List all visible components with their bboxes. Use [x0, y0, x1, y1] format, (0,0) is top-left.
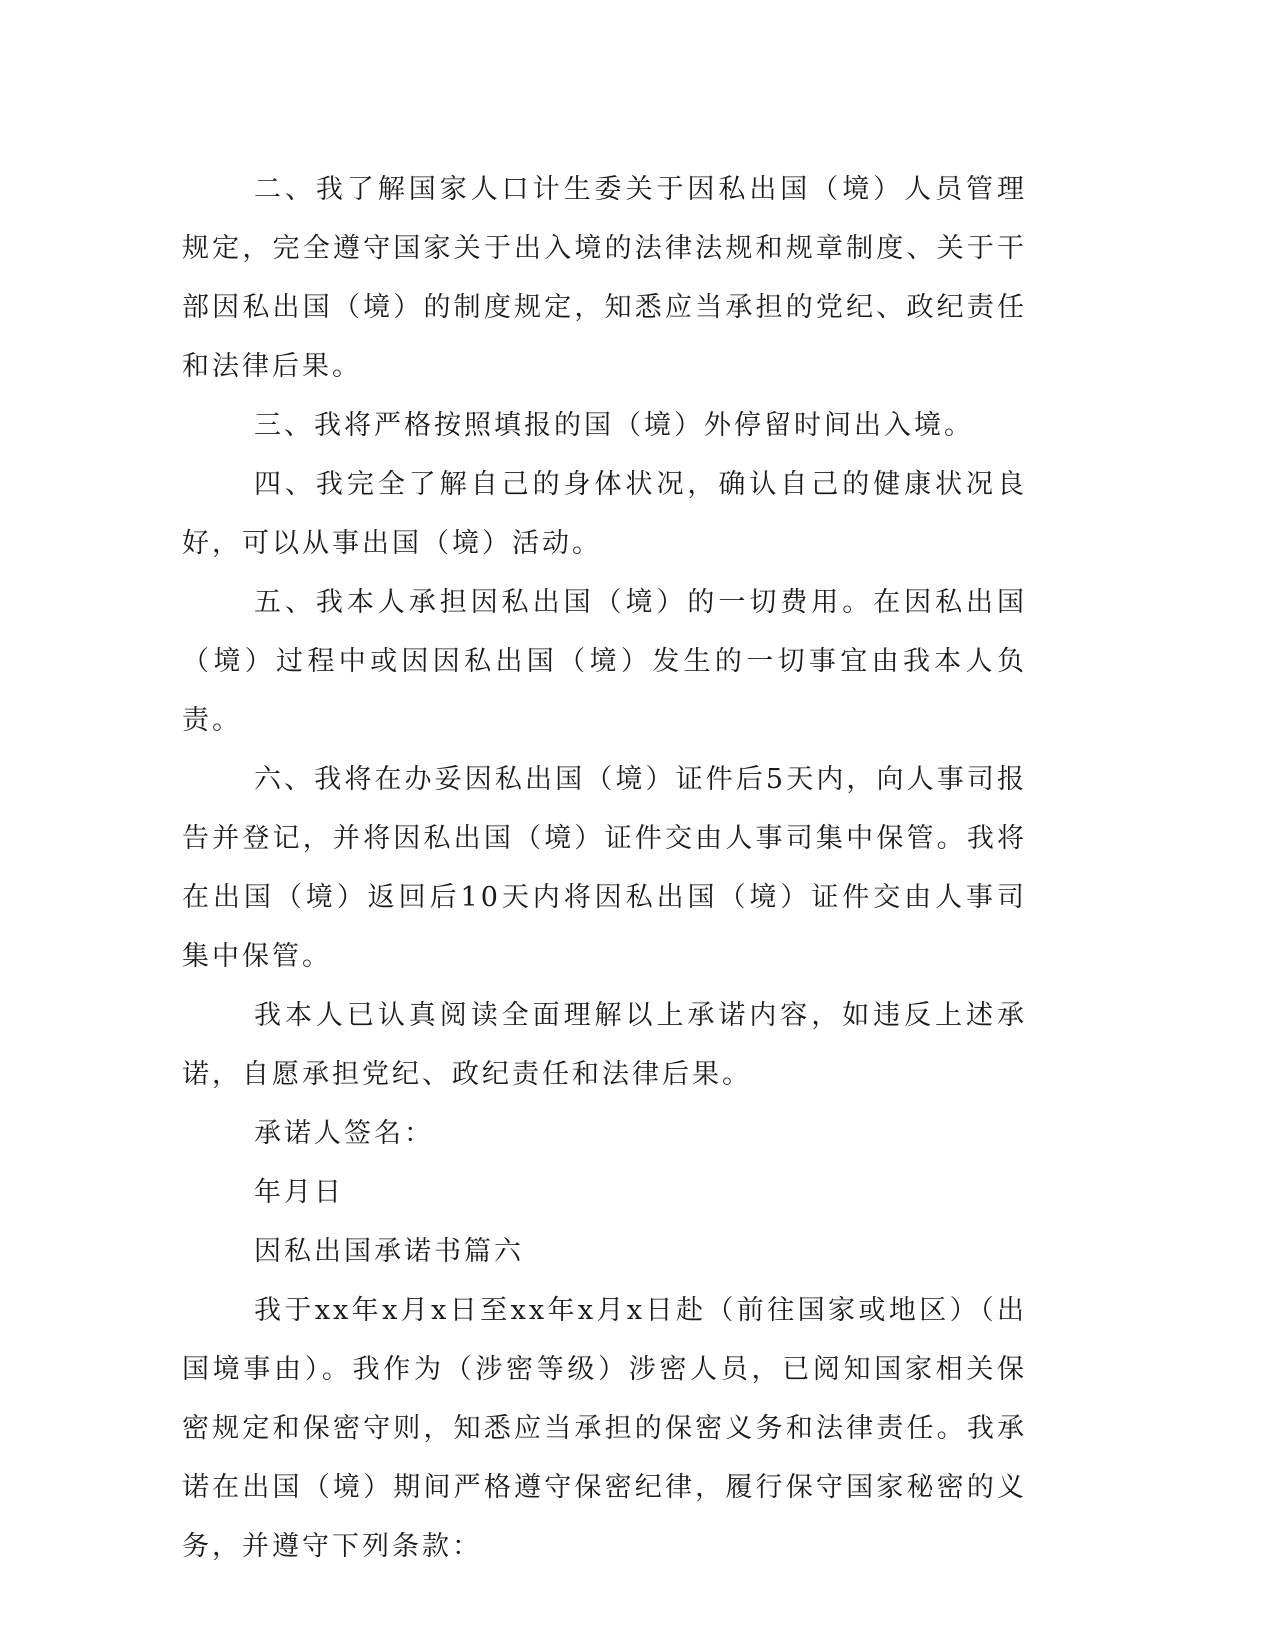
signature-label: 承诺人签名： [254, 1118, 434, 1149]
document-body [182, 160, 1027, 1576]
paragraph-five: 五、我本人承担因私出国（境）的一切费用。在因私出国（境）过程中或因因私出国（境）发生的一切事宜由我本人负责。 [182, 587, 1027, 736]
section-heading: 因私出国承诺书篇六 [254, 1236, 524, 1267]
paragraph-acknowledgement: 我本人已认真阅读全面理解以上承诺内容，如违反上述承诺，自愿承担党纪、政纪责任和法律后果。 [182, 1000, 1027, 1090]
paragraph-pledge: 我于xx年x月x日至xx年x月x日赴（前往国家或地区）（出国境事由）。我作为（涉密等级）涉密人员，已阅知国家相关保密规定和保密守则，知悉应当承担的保密义务和法律责任。我承诺在出国（境）期间严格遵守保密纪律，履行保守国家秘密的义务，并遵守下列条款： [182, 1295, 1027, 1562]
paragraph-four: 四、我完全了解自己的身体状况，确认自己的健康状况良好，可以从事出国（境）活动。 [182, 469, 1027, 559]
paragraph-six: 六、我将在办妥因私出国（境）证件后5天内，向人事司报告并登记，并将因私出国（境）证件交由人事司集中保管。我将在出国（境）返回后10天内将因私出国（境）证件交由人事司集中保管。 [182, 764, 1027, 972]
date-label: 年月日 [254, 1177, 344, 1208]
paragraph-two: 二、我了解国家人口计生委关于因私出国（境）人员管理规定，完全遵守国家关于出入境的法律法规和规章制度、关于干部因私出国（境）的制度规定，知悉应当承担的党纪、政纪责任和法律后果。 [182, 174, 1027, 382]
paragraph-three: 三、我将严格按照填报的国（境）外停留时间出入境。 [254, 410, 974, 441]
